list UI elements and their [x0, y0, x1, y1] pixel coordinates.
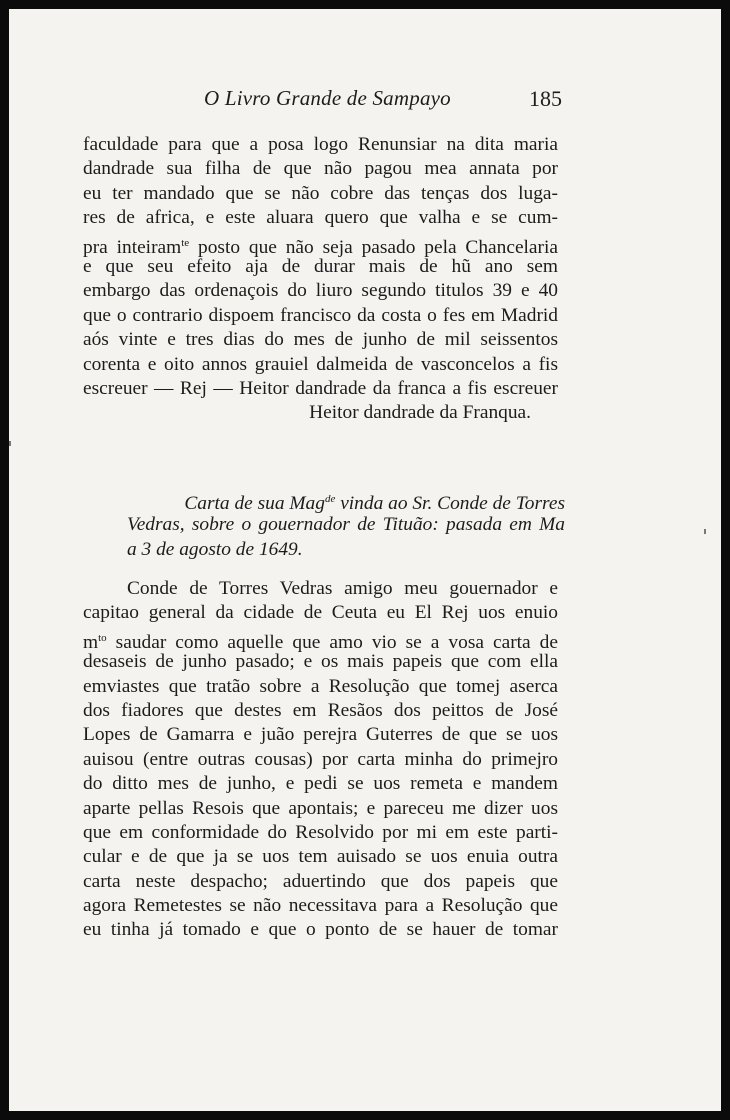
running-title: O Livro Grande de Sampayo: [204, 86, 451, 110]
scan-speck: [9, 441, 11, 446]
letter-heading: [127, 487, 565, 562]
text-line: emviastes que tratão sobre a Resolução que tomej aserca: [83, 675, 558, 697]
text-line: eu tinha já tomado e que o ponto de se hauer de tomar: [83, 919, 558, 941]
text-line: Lopes de Gamarra e juão perejra Guterres de que se uos: [83, 724, 558, 746]
text-line: faculdade para que a posa logo Renunsiar na dita maria: [83, 134, 558, 155]
text-line: corenta e oito annos grauiel dalmeida de vasconcelos a fis: [83, 353, 558, 375]
text-line: cular e de que ja se uos tem auisado se uos enuia outra: [83, 846, 558, 868]
text-line: dos fiadores que destes em Resãos dos peittos de José: [83, 699, 558, 721]
text-line: e que seu efeito aja de durar mais de hũ ano sem: [83, 255, 558, 277]
superscript-abbrev: de: [324, 493, 336, 505]
paragraph-2: [83, 577, 558, 943]
superscript-abbrev: te: [181, 236, 190, 249]
heading-segment: vinda ao Sr. Conde de Torres: [335, 493, 565, 514]
text-line: desaseis de junho pasado; e os mais papeis que com ella: [83, 651, 558, 673]
text-line: aós vinte e tres dias do mes de junho de mil seissentos: [83, 329, 558, 351]
text-segment: posto que não seja pasado pela Chancelaria: [189, 236, 558, 258]
text-segment: m: [83, 631, 99, 653]
text-line: que o contrario dispoem francisco da costa o fes em Madrid: [83, 304, 558, 326]
text-segment: saudar como aquelle que amo vio se a vosa carta de: [106, 631, 558, 653]
text-line: do ditto mes de junho, e pedi se uos remeta e mandem: [83, 773, 558, 795]
text-line: Conde de Torres Vedras amigo meu gouernador e: [127, 578, 558, 599]
text-line: escreuer — Rej — Heitor dandrade da franca a fis escreuer: [83, 377, 558, 399]
book-page: [9, 9, 721, 1111]
superscript-abbrev: to: [98, 631, 107, 644]
text-line: auisou (entre outras cousas) por carta minha do primejro: [83, 748, 558, 770]
text-line: carta neste despacho; aduertindo que dos papeis que: [83, 870, 558, 892]
text-line: que em conformidade do Resolvido por mi em este parti-: [83, 821, 558, 843]
text-line: embargo das ordenaçois do liuro segundo titulos 39 e 40: [83, 280, 558, 302]
text-line: aparte pellas Resois que apontais; e pareceu me dizer uos: [83, 797, 558, 819]
text-line: agora Remetestes se não necessitava para a Resolução que: [83, 895, 558, 917]
heading-line: Vedras, sobre o gouernador de Tituão: pasada em Ma: [127, 514, 565, 535]
scan-speck: [704, 529, 706, 534]
heading-segment: Carta de sua Mag: [184, 493, 325, 514]
page-header: [9, 86, 721, 118]
signature-line: Heitor dandrade da Franqua.: [309, 402, 531, 424]
heading-line: a 3 de agosto de 1649.: [127, 539, 303, 560]
paragraph-1: [83, 133, 558, 426]
text-line: dandrade sua filha de que não pagou mea annata por: [83, 158, 558, 180]
text-line: [83, 231, 558, 258]
heading-line: [127, 487, 565, 512]
text-line: res de africa, e este aluara quero que valha e se cum-: [83, 207, 558, 229]
text-line: eu ter mandado que se não cobre das tenças dos luga-: [83, 182, 558, 204]
text-line: [83, 626, 558, 653]
text-segment: pra inteiram: [83, 236, 182, 258]
page-number: 185: [529, 86, 562, 111]
text-line: capitao general da cidade de Ceuta eu El Rej uos enuio: [83, 602, 558, 624]
